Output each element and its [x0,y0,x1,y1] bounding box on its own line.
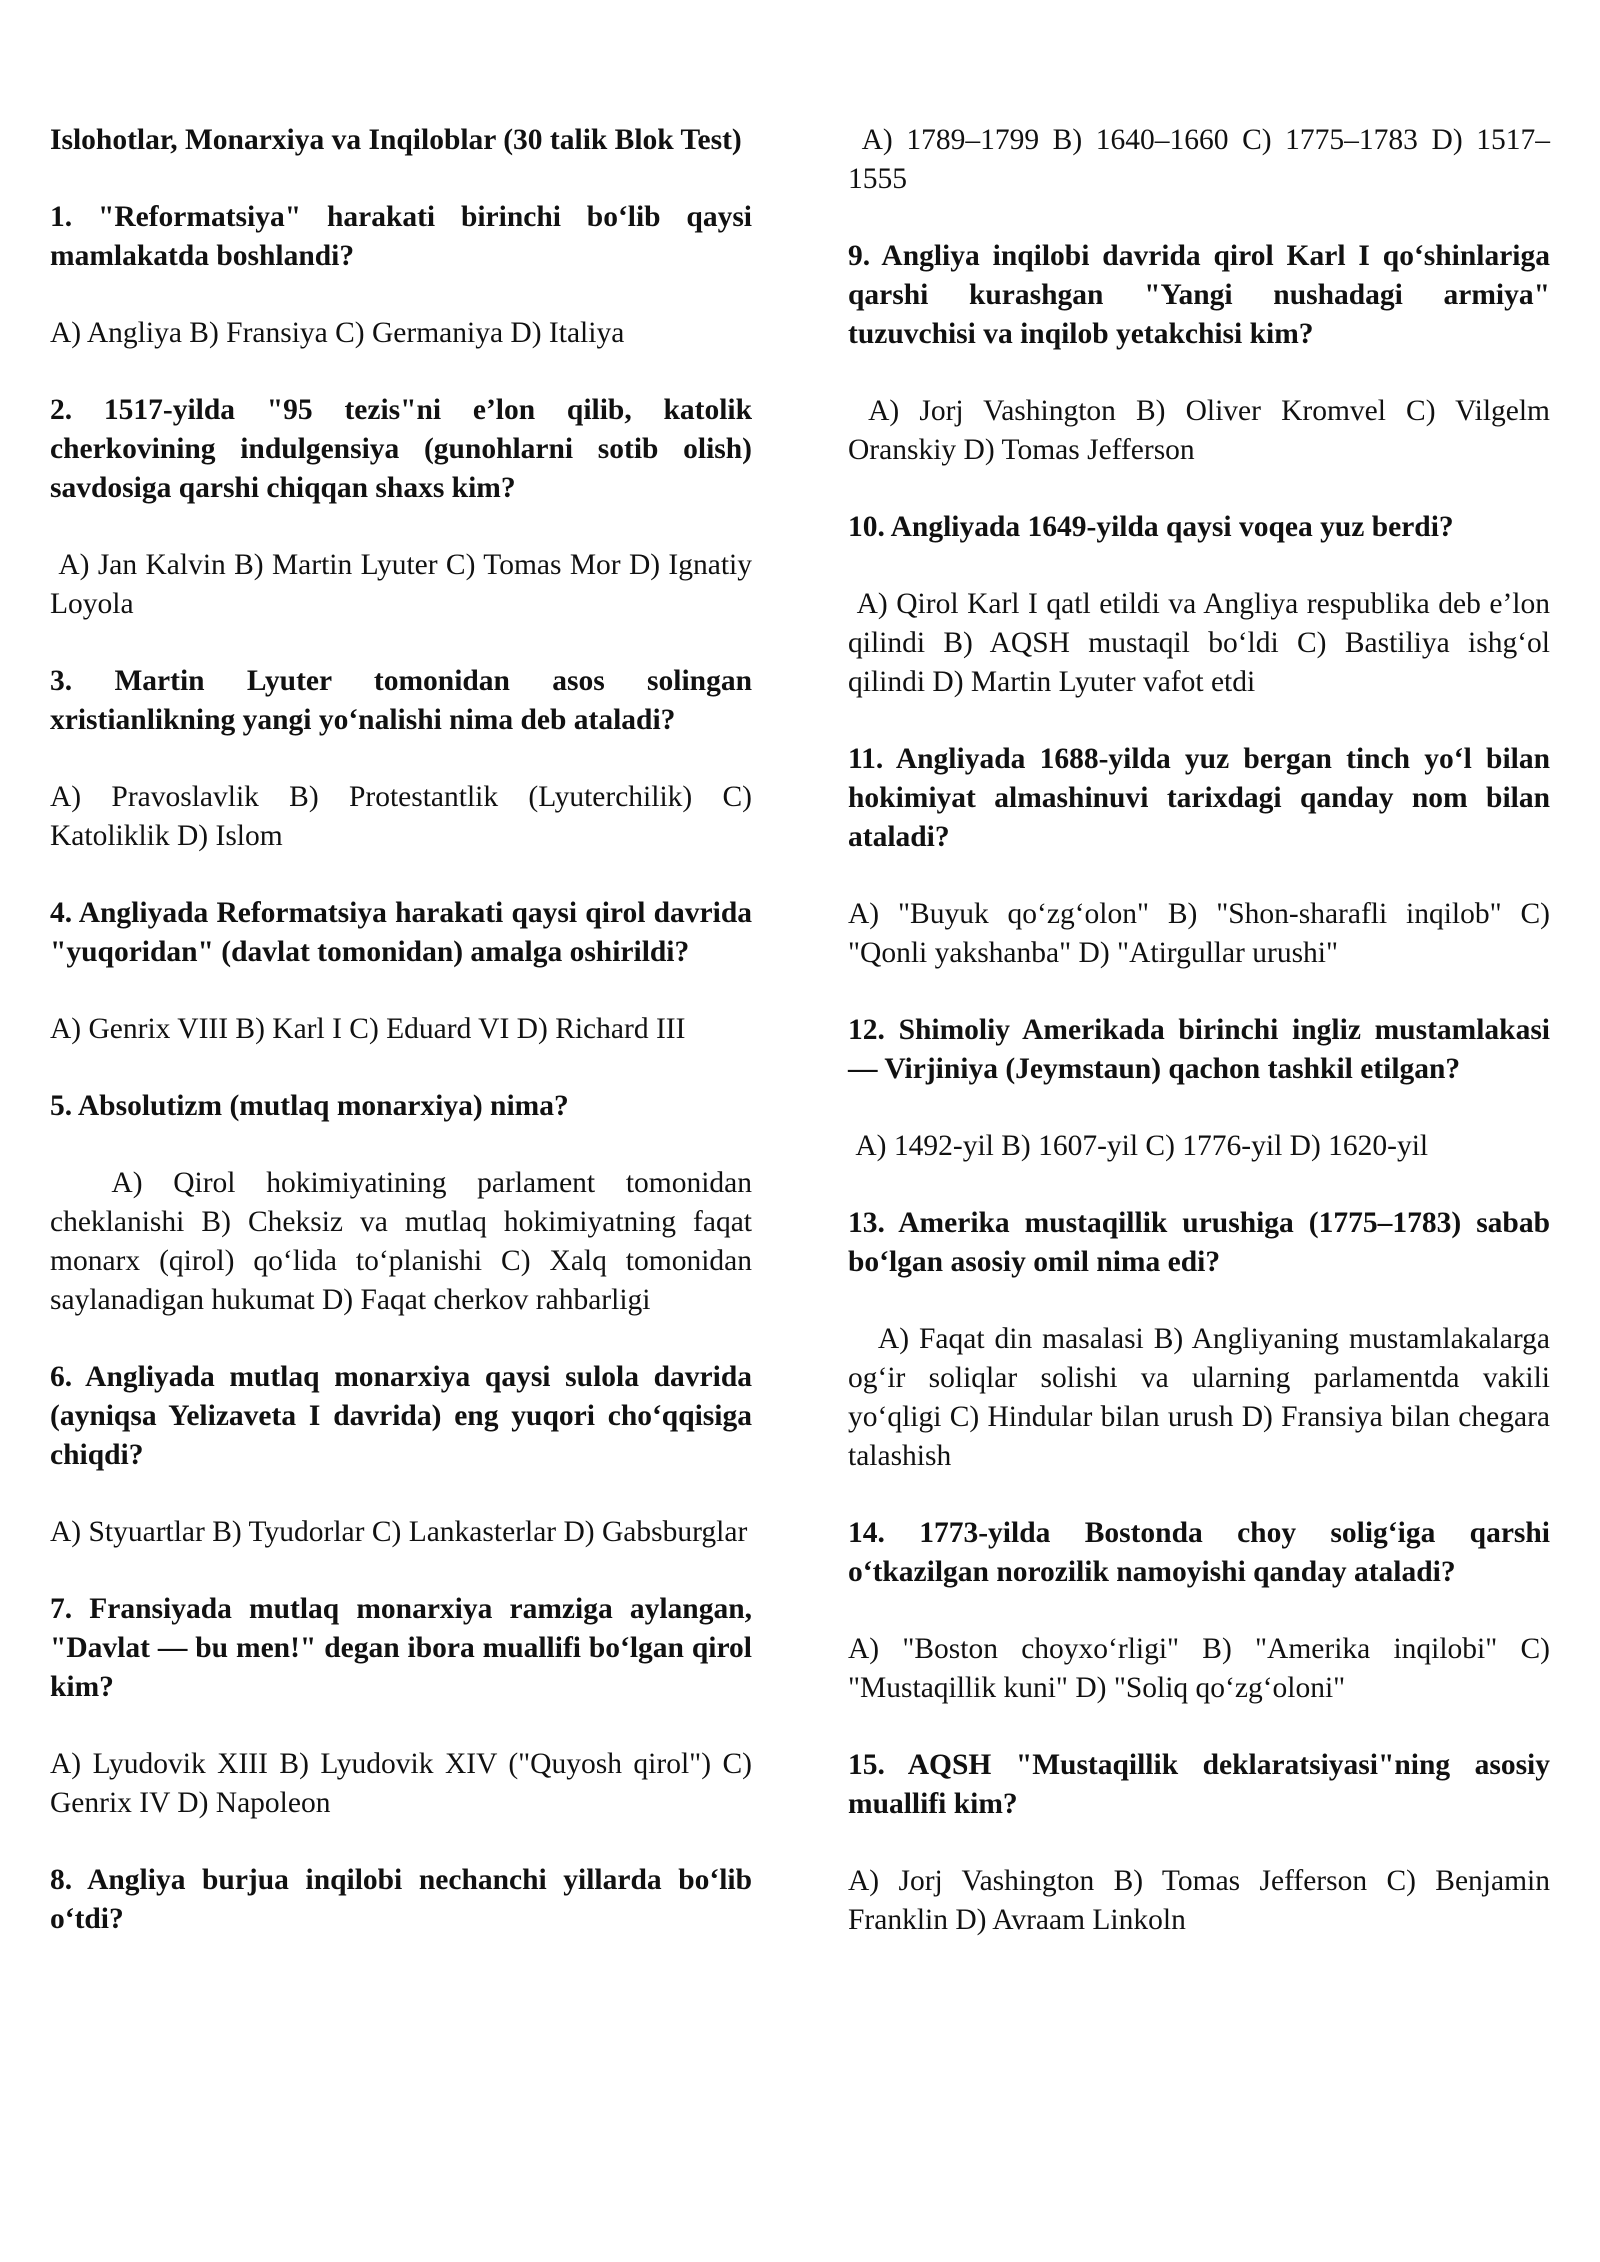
question-14: 14. 1773-yilda Bostonda choy solig‘iga qarshi o‘tkazilgan norozilik namoyishi qanday ataladi? [848,1517,1550,1588]
left-column [50,121,760,1939]
answers-1: A) Angliya B) Fransiya C) Germaniya D) Italiya [50,317,625,349]
answers-9: A) Jorj Vashington B) Oliver Kromvel C) Vilgelm Oranskiy D) Tomas Jefferson [848,395,1558,466]
question-9: 9. Angliya inqilobi davrida qirol Karl I qo‘shinlariga qarshi kurashgan "Yangi nushadagi armiya" tuzuvchisi va inqilob yetakchisi kim? [848,240,1550,350]
answers-14: A) "Boston choyxo‘rligi" B) "Amerika inqilobi" C) "Mustaqillik kuni" D) "Soliq qo‘zg‘oloni" [848,1633,1550,1704]
question-3: 3. Martin Lyuter tomonidan asos solingan xristianlikning yangi yo‘nalishi nima deb ataladi? [50,665,752,736]
question-1: 1. "Reformatsiya" harakati birinchi bo‘lib qaysi mamlakatda boshlandi? [50,201,752,272]
answers-5: A) Qirol hokimiyatining parlament tomonidan cheklanishi B) Cheksiz va mutlaq hokimiyatning faqat monarx (qirol) qo‘lida to‘planishi C) Xalq tomonidan saylanadigan hukumat D) Faqat cherkov rahbarligi [50,1167,760,1316]
answers-13: A) Faqat din masalasi B) Angliyaning mustamlakalarga og‘ir soliqlar solishi va ularning parlamentda vakili yo‘qligi C) Hindular bilan urush D) Fransiya bilan chegara talashish [848,1323,1558,1472]
answers-6: A) Styuartlar B) Tyudorlar C) Lankasterlar D) Gabsburglar [50,1516,748,1548]
question-5: 5. Absolutizm (mutlaq monarxiya) nima? [50,1090,569,1122]
answers-10: A) Qirol Karl I qatl etildi va Angliya respublika deb e’lon qilindi B) AQSH mustaqil bo‘ldi C) Bastiliya ishg‘ol qilindi D) Martin Lyuter vafot etdi [848,588,1558,698]
answers-7: A) Lyudovik XIII B) Lyudovik XIV ("Quyosh qirol") C) Genrix IV D) Napoleon [50,1748,752,1819]
question-4: 4. Angliyada Reformatsiya harakati qaysi qirol davrida "yuqoridan" (davlat tomonidan) amalga oshirildi? [50,897,752,968]
question-6: 6. Angliyada mutlaq monarxiya qaysi sulola davrida (ayniqsa Yelizaveta I davrida) eng yuqori cho‘qqisiga chiqdi? [50,1361,752,1471]
answers-3: A) Pravoslavlik B) Protestantlik (Lyuterchilik) C) Katoliklik D) Islom [50,781,752,852]
answers-12: A) 1492-yil B) 1607-yil C) 1776-yil D) 1620-yil [848,1130,1429,1162]
question-12: 12. Shimoliy Amerikada birinchi ingliz mustamlakasi — Virjiniya (Jeymstaun) qachon tashkil etilgan? [848,1014,1550,1085]
answers-11: A) "Buyuk qo‘zg‘olon" B) "Shon-sharafli inqilob" C) "Qonli yakshanba" D) "Atirgullar urushi" [848,898,1550,969]
question-8: 8. Angliya burjua inqilobi nechanchi yillarda bo‘lib o‘tdi? [50,1864,752,1935]
question-10: 10. Angliyada 1649-yilda qaysi voqea yuz berdi? [848,511,1454,543]
question-11: 11. Angliyada 1688-yilda yuz bergan tinch yo‘l bilan hokimiyat almashinuvi tarixdagi qanday nom bilan ataladi? [848,743,1550,853]
answers-4: A) Genrix VIII B) Karl I C) Eduard VI D) Richard III [50,1013,686,1045]
question-7: 7. Fransiyada mutlaq monarxiya ramziga aylangan, "Davlat — bu men!" degan ibora muallifi bo‘lgan qirol kim? [50,1593,752,1703]
answers-8: A) 1789–1799 B) 1640–1660 C) 1775–1783 D) 1517–1555 [848,124,1550,195]
question-13: 13. Amerika mustaqillik urushiga (1775–1783) sabab bo‘lgan asosiy omil nima edi? [848,1207,1550,1278]
question-15: 15. AQSH "Mustaqillik deklaratsiyasi"ning asosiy muallifi kim? [848,1749,1550,1820]
answers-15: A) Jorj Vashington B) Tomas Jefferson C) Benjamin Franklin D) Avraam Linkoln [848,1865,1550,1936]
answers-2: A) Jan Kalvin B) Martin Lyuter C) Tomas Mor D) Ignatiy Loyola [50,549,760,620]
document-title: Islohotlar, Monarxiya va Inqiloblar (30 talik Blok Test) [50,124,742,156]
question-2: 2. 1517-yilda "95 tezis"ni e’lon qilib, katolik cherkovining indulgensiya (gunohlarni sotib olish) savdosiga qarshi chiqqan shaxs kim? [50,394,752,504]
right-column [848,121,1558,1940]
